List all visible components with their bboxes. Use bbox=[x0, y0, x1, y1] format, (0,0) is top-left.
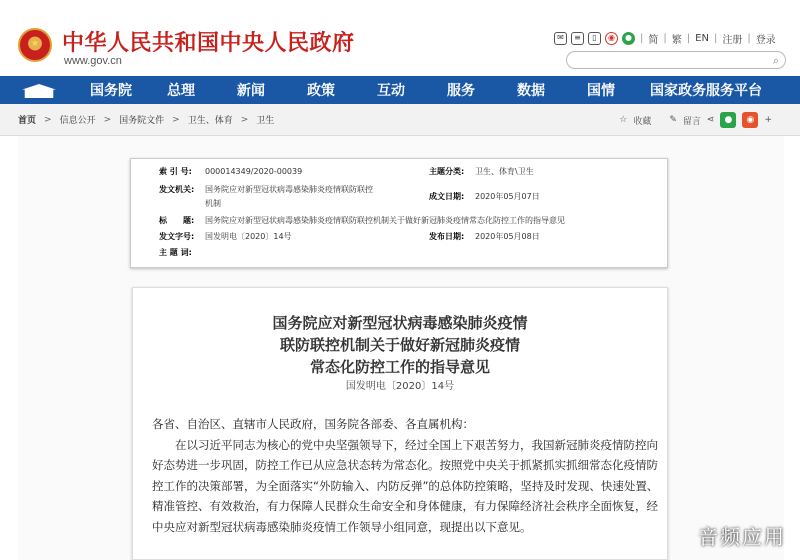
meta-title-label: 标 题: bbox=[159, 216, 195, 225]
lang-simplified-link[interactable]: 简 bbox=[648, 35, 659, 46]
meta-written-label: 成文日期: bbox=[429, 192, 465, 201]
site-title[interactable]: 中华人民共和国中央人民政府 bbox=[62, 30, 355, 56]
meta-title-value: 国务院应对新型冠状病毒感染肺炎疫情联防联控机制关于做好新冠肺炎疫情常态化防控工作的指导意见 bbox=[205, 216, 565, 225]
top-toolbar: ✉ ≡ ▯ ◉ ● | 简 | 繁 | EN | 注册 | 登录 bbox=[554, 31, 776, 46]
star-icon[interactable]: ☆ bbox=[619, 115, 628, 125]
site-url: www.gov.cn bbox=[64, 55, 122, 67]
nav-item-policy[interactable]: 政策 bbox=[307, 83, 335, 99]
chevron-right-icon: > bbox=[172, 114, 180, 125]
nav-item-state-council[interactable]: 国务院 bbox=[90, 83, 132, 99]
message-icon[interactable]: ≡ bbox=[571, 32, 584, 45]
wechat-icon[interactable]: ● bbox=[622, 32, 635, 45]
mobile-icon[interactable]: ▯ bbox=[588, 32, 601, 45]
meta-keywords-label: 主 题 词: bbox=[159, 248, 192, 257]
share-icon[interactable]: ⋖ bbox=[706, 115, 715, 125]
meta-subject-label: 主题分类: bbox=[429, 167, 465, 176]
favorite-link[interactable]: 收藏 bbox=[633, 116, 652, 127]
nav-item-national-conditions[interactable]: 国情 bbox=[587, 83, 615, 99]
search-icon[interactable]: ⌕ bbox=[772, 54, 779, 67]
lang-en-link[interactable]: EN bbox=[695, 33, 709, 44]
site-header bbox=[0, 0, 800, 76]
wechat-share-icon[interactable]: ● bbox=[720, 112, 736, 128]
document-title: 国务院应对新型冠状病毒感染肺炎疫情 联防联控机制关于做好新冠肺炎疫情 常态化防控工作的指导意见 bbox=[272, 314, 528, 376]
chevron-right-icon: > bbox=[240, 114, 249, 125]
meta-published-label: 发布日期: bbox=[429, 232, 465, 241]
meta-issuer-label: 发文机关: bbox=[159, 185, 195, 194]
nav-item-premier[interactable]: 总理 bbox=[167, 83, 195, 99]
breadcrumb-item[interactable]: 信息公开 bbox=[59, 116, 96, 126]
meta-docno-value: 国发明电〔2020〕14号 bbox=[205, 232, 292, 241]
page-tools bbox=[619, 112, 772, 128]
meta-written-value: 2020年05月07日 bbox=[475, 192, 540, 201]
breadcrumb-item[interactable]: 卫生 bbox=[256, 116, 275, 126]
meta-index-label: 索 引 号: bbox=[159, 167, 192, 176]
chevron-right-icon: > bbox=[44, 114, 52, 125]
lang-traditional-link[interactable]: 繁 bbox=[671, 35, 682, 46]
building-icon[interactable] bbox=[0, 76, 76, 104]
meta-docno-label: 发文字号: bbox=[159, 232, 195, 241]
weibo-icon[interactable]: ◉ bbox=[605, 32, 618, 45]
breadcrumb-item[interactable]: 卫生、体育 bbox=[187, 116, 233, 126]
mail-icon[interactable]: ✉ bbox=[554, 32, 567, 45]
document-number: 国发明电〔2020〕14号 bbox=[345, 381, 455, 392]
comment-link[interactable]: 留言 bbox=[682, 116, 701, 127]
salutation: 各省、自治区、直辖市人民政府，国务院各部委、各直属机构： bbox=[152, 417, 474, 431]
login-link[interactable]: 登录 bbox=[755, 35, 776, 46]
nav-item-interaction[interactable]: 互动 bbox=[377, 83, 405, 99]
document-metadata bbox=[130, 158, 668, 268]
meta-subject-value: 卫生、体育\卫生 bbox=[475, 167, 534, 176]
main-nav bbox=[0, 76, 800, 104]
search-input[interactable] bbox=[566, 51, 786, 69]
breadcrumb-home[interactable]: 首页 bbox=[18, 116, 37, 126]
meta-issuer-value-cont: 机制 bbox=[205, 199, 221, 208]
plus-icon[interactable]: + bbox=[764, 115, 772, 125]
meta-index-value: 000014349/2020-00039 bbox=[205, 167, 303, 176]
nav-item-services[interactable]: 服务 bbox=[447, 83, 475, 99]
meta-published-value: 2020年05月08日 bbox=[475, 232, 540, 241]
watermark: 音频应用 bbox=[698, 525, 786, 549]
weibo-share-icon[interactable]: ◉ bbox=[742, 112, 758, 128]
nav-item-news[interactable]: 新闻 bbox=[237, 83, 265, 99]
comment-icon[interactable]: ✎ bbox=[669, 115, 677, 125]
national-emblem-icon bbox=[18, 28, 52, 62]
nav-item-service-platform[interactable]: 国家政务服务平台 bbox=[650, 83, 762, 99]
body-paragraph: 在以习近平同志为核心的党中央坚强领导下，经过全国上下艰苦努力，我国新冠肺炎疫情防控向好态势进一步巩固，防控工作已从应急状态转为常态化。按照党中央关于抓紧抓实抓细常态化疫情防控工作的决策部署，为全面落实“外防输入、内防反弹”的总体防控策略，坚持及时发现、快速处置、精准管控、有效救治，有力保障人民群众生命安全和身体健康，有力保障经济社会秩序全面恢复，经中央应对新型冠状病毒感染肺炎疫情工作领导小组同意，现提出以下意见。 bbox=[152, 437, 659, 534]
document-body bbox=[152, 414, 660, 537]
meta-issuer-value: 国务院应对新型冠状病毒感染肺炎疫情联防联控 bbox=[205, 185, 373, 194]
chevron-right-icon: > bbox=[103, 114, 112, 125]
breadcrumb-item[interactable]: 国务院文件 bbox=[119, 116, 165, 126]
register-link[interactable]: 注册 bbox=[722, 35, 743, 46]
nav-item-data[interactable]: 数据 bbox=[517, 83, 545, 99]
